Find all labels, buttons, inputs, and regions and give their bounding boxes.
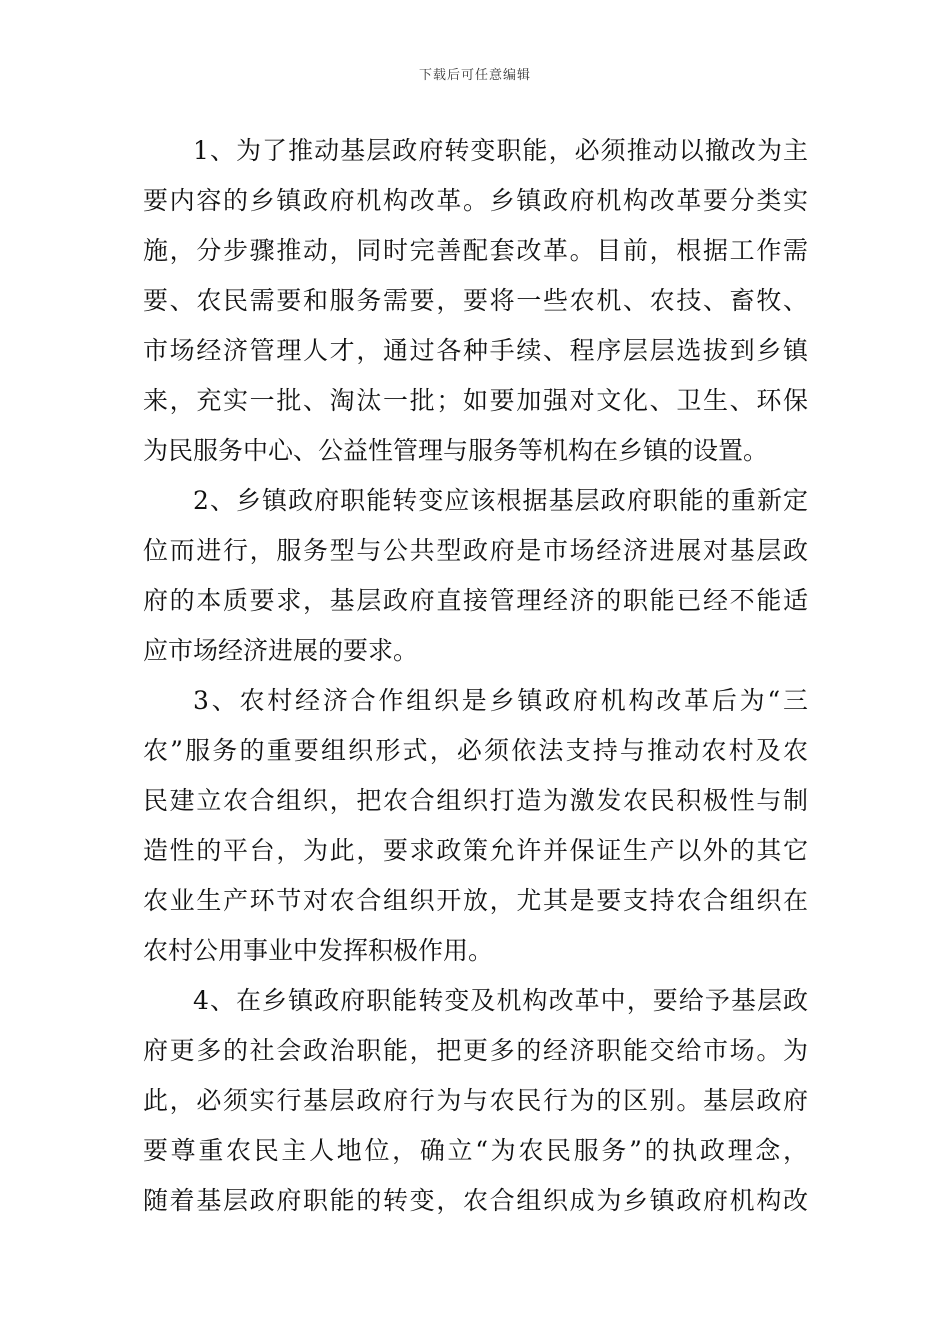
text-line: 此，必须实行基层政府行为与农民行为的区别。基层政府 [143,1086,808,1115]
text-line: 1、为了推动基层政府转变职能，必须推动以撤改为主 [193,136,808,165]
text-line: 2、乡镇政府职能转变应该根据基层政府职能的重新定 [193,486,808,515]
paragraph-2 [143,476,808,676]
text-line: 应市场经济进展的要求。 [143,636,419,665]
text-line: 市场经济管理人才，通过各种手续、程序层层选拔到乡镇 [143,336,808,365]
text-line: 4、在乡镇政府职能转变及机构改革中，要给予基层政 [193,986,808,1015]
text-line: 为民服务中心、公益性管理与服务等机构在乡镇的设置。 [143,436,769,465]
text-line: 随着基层政府职能的转变，农合组织成为乡镇政府机构改 [143,1186,808,1215]
text-line: 农”服务的重要组织形式，必须依法支持与推动农村及农 [143,736,808,765]
text-line: 民建立农合组织，把农合组织打造为激发农民积极性与制 [143,786,808,815]
paragraph-3 [143,676,808,976]
text-line: 要尊重农民主人地位，确立“为农民服务”的执政理念， [143,1136,808,1165]
text-line: 来，充实一批、淘汰一批；如要加强对文化、卫生、环保 [143,386,808,415]
text-line: 3、农村经济合作组织是乡镇政府机构改革后为“三 [193,686,808,715]
paragraph-1 [143,126,808,476]
text-line: 要、农民需要和服务需要，要将一些农机、农技、畜牧、 [143,286,808,315]
text-line: 府更多的社会政治职能，把更多的经济职能交给市场。为 [143,1036,808,1065]
page-header-note: 下载后可任意编辑 [418,68,531,83]
text-line: 农村公用事业中发挥积极作用。 [143,936,494,965]
text-line: 要内容的乡镇政府机构改革。乡镇政府机构改革要分类实 [143,186,808,215]
text-line: 府的本质要求，基层政府直接管理经济的职能已经不能适 [143,586,808,615]
document-body [143,126,808,1226]
text-line: 造性的平台，为此，要求政策允许并保证生产以外的其它 [143,836,808,865]
text-line: 农业生产环节对农合组织开放，尤其是要支持农合组织在 [143,886,808,915]
text-line: 位而进行，服务型与公共型政府是市场经济进展对基层政 [143,536,808,565]
paragraph-4 [143,976,808,1226]
text-line: 施，分步骤推动，同时完善配套改革。目前，根据工作需 [143,236,808,265]
